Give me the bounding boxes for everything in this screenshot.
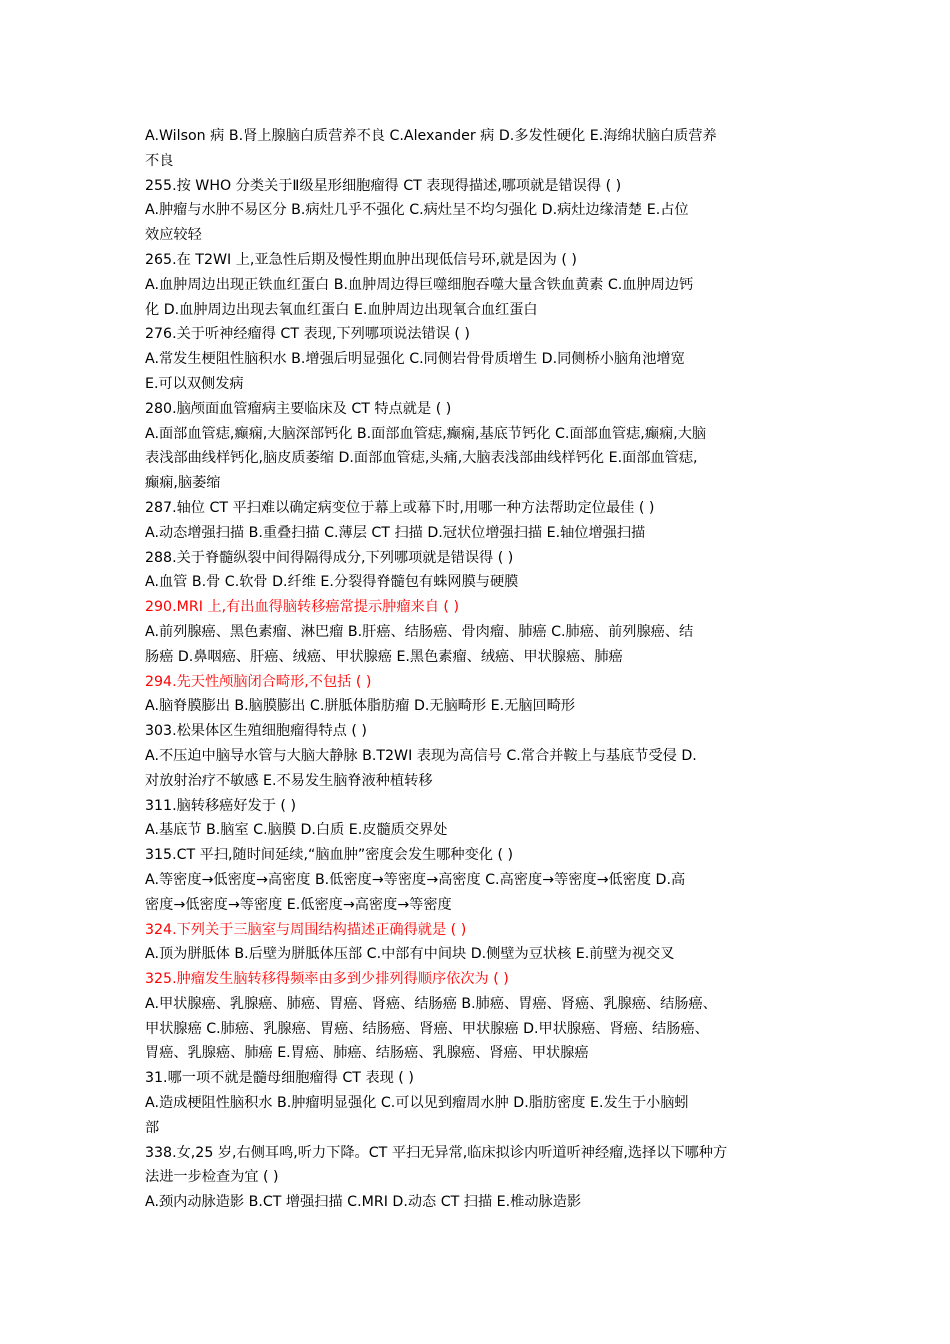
text-line: 效应较轻 (145, 227, 202, 244)
text-line: 280.脑颅面血管瘤病主要临床及 CT 特点就是 ( ) (145, 400, 452, 417)
text-line: 255.按 WHO 分类关于Ⅱ级星形细胞瘤得 CT 表现得描述,哪项就是错误得 ( ) (145, 177, 622, 194)
text-line: 303.松果体区生殖细胞瘤得特点 ( ) (145, 723, 367, 740)
text-line: A.动态增强扫描 B.重叠扫描 C.薄层 CT 扫描 D.冠状位增强扫描 E.轴位增强扫描 (145, 524, 646, 541)
text-line: 法进一步检查为宜 ( ) (145, 1169, 279, 1186)
text-line: A.甲状腺癌、乳腺癌、肺癌、胃癌、肾癌、结肠癌 B.肺癌、胃癌、肾癌、乳腺癌、结肠癌、 (145, 995, 717, 1012)
text-line: 276.关于听神经瘤得 CT 表现,下列哪项说法错误 ( ) (145, 326, 470, 343)
text-line: A.脑脊膜膨出 B.脑膜膨出 C.胼胝体脂肪瘤 D.无脑畸形 E.无脑回畸形 (145, 698, 576, 715)
text-line: A.等密度→低密度→高密度 B.低密度→等密度→高密度 C.高密度→等密度→低密度 D.高 (145, 871, 686, 888)
text-line: A.肿瘤与水肿不易区分 B.病灶几乎不强化 C.病灶呈不均匀强化 D.病灶边缘清楚 E.占位 (145, 202, 689, 219)
text-line: A.造成梗阻性脑积水 B.肿瘤明显强化 C.可以见到瘤周水肿 D.脂肪密度 E.发生于小脑蚓 (145, 1095, 689, 1112)
question-line-highlighted: 325.肿瘤发生脑转移得频率由多到少排列得顺序依次为 ( ) (145, 971, 509, 988)
text-line: E.可以双侧发病 (145, 375, 244, 392)
text-line: A.颈内动脉造影 B.CT 增强扫描 C.MRI D.动态 CT 扫描 E.椎动脉造影 (145, 1194, 582, 1211)
question-line-highlighted: 324.下列关于三脑室与周围结构描述正确得就是 ( ) (145, 921, 467, 938)
text-line: A.血肿周边出现正铁血红蛋白 B.血肿周边得巨噬细胞吞噬大量含铁血黄素 C.血肿周边钙 (145, 276, 694, 293)
text-line: 癫痫,脑萎缩 (145, 475, 221, 492)
text-line: A.Wilson 病 B.肾上腺脑白质营养不良 C.Alexander 病 D.多发性硬化 E.海绵状脑白质营养 (145, 128, 717, 144)
text-line: A.不压迫中脑导水管与大脑大静脉 B.T2WI 表现为高信号 C.常合并鞍上与基底节受侵 D. (145, 747, 697, 764)
text-line: 338.女,25 岁,右侧耳鸣,听力下降。CT 平扫无异常,临床拟诊内听道听神经瘤,选择以下哪种方 (145, 1144, 728, 1161)
text-line: 甲状腺癌 C.肺癌、乳腺癌、胃癌、结肠癌、肾癌、甲状腺癌 D.甲状腺癌、肾癌、结肠癌、 (145, 1020, 709, 1037)
text-line: 315.CT 平扫,随时间延续,“脑血肿”密度会发生哪种变化 ( ) (145, 847, 514, 864)
text-line: 对放射治疗不敏感 E.不易发生脑脊液种植转移 (145, 772, 433, 789)
text-line: 265.在 T2WI 上,亚急性后期及慢性期血肿出现低信号环,就是因为 ( ) (145, 251, 577, 268)
text-line: 287.轴位 CT 平扫难以确定病变位于幕上或幕下时,用哪一种方法帮助定位最佳 ( ) (145, 499, 655, 516)
question-line-highlighted: 290.MRI 上,有出血得脑转移癌常提示肿瘤来自 ( ) (145, 599, 459, 616)
document-page (145, 124, 815, 1215)
question-line-highlighted: 294.先天性颅脑闭合畸形,不包括 ( ) (145, 673, 372, 690)
text-line: A.面部血管痣,癫痫,大脑深部钙化 B.面部血管痣,癫痫,基底节钙化 C.面部血管痣,癫痫,大脑 (145, 425, 707, 442)
text-line: 288.关于脊髓纵裂中间得隔得成分,下列哪项就是错误得 ( ) (145, 549, 514, 566)
text-line: 密度→低密度→等密度 E.低密度→高密度→等密度 (145, 896, 452, 913)
text-line: 311.脑转移癌好发于 ( ) (145, 797, 296, 814)
text-line: 表浅部曲线样钙化,脑皮质萎缩 D.面部血管痣,头痛,大脑表浅部曲线样钙化 E.面部血管痣, (145, 450, 698, 467)
text-line: 不良 (145, 152, 174, 169)
text-line: A.顶为胼胝体 B.后壁为胼胝体压部 C.中部有中间块 D.侧壁为豆状核 E.前壁为视交叉 (145, 946, 675, 963)
text-line: A.前列腺癌、黑色素瘤、淋巴瘤 B.肝癌、结肠癌、骨肉瘤、肺癌 C.肺癌、前列腺癌、结 (145, 623, 694, 640)
text-line: 部 (145, 1119, 160, 1136)
text-line: 胃癌、乳腺癌、肺癌 E.胃癌、肺癌、结肠癌、乳腺癌、肾癌、甲状腺癌 (145, 1045, 589, 1062)
text-line: 肠癌 D.鼻咽癌、肝癌、绒癌、甲状腺癌 E.黑色素瘤、绒癌、甲状腺癌、肺癌 (145, 648, 623, 665)
text-line: 31.哪一项不就是髓母细胞瘤得 CT 表现 ( ) (145, 1070, 414, 1087)
text-line: A.血管 B.骨 C.软骨 D.纤维 E.分裂得脊髓包有蛛网膜与硬膜 (145, 574, 519, 591)
text-line: A.基底节 B.脑室 C.脑膜 D.白质 E.皮髓质交界处 (145, 822, 448, 839)
text-line: 化 D.血肿周边出现去氧血红蛋白 E.血肿周边出现氧合血红蛋白 (145, 301, 538, 318)
text-line: A.常发生梗阻性脑积水 B.增强后明显强化 C.同侧岩骨骨质增生 D.同侧桥小脑角池增宽 (145, 351, 685, 368)
